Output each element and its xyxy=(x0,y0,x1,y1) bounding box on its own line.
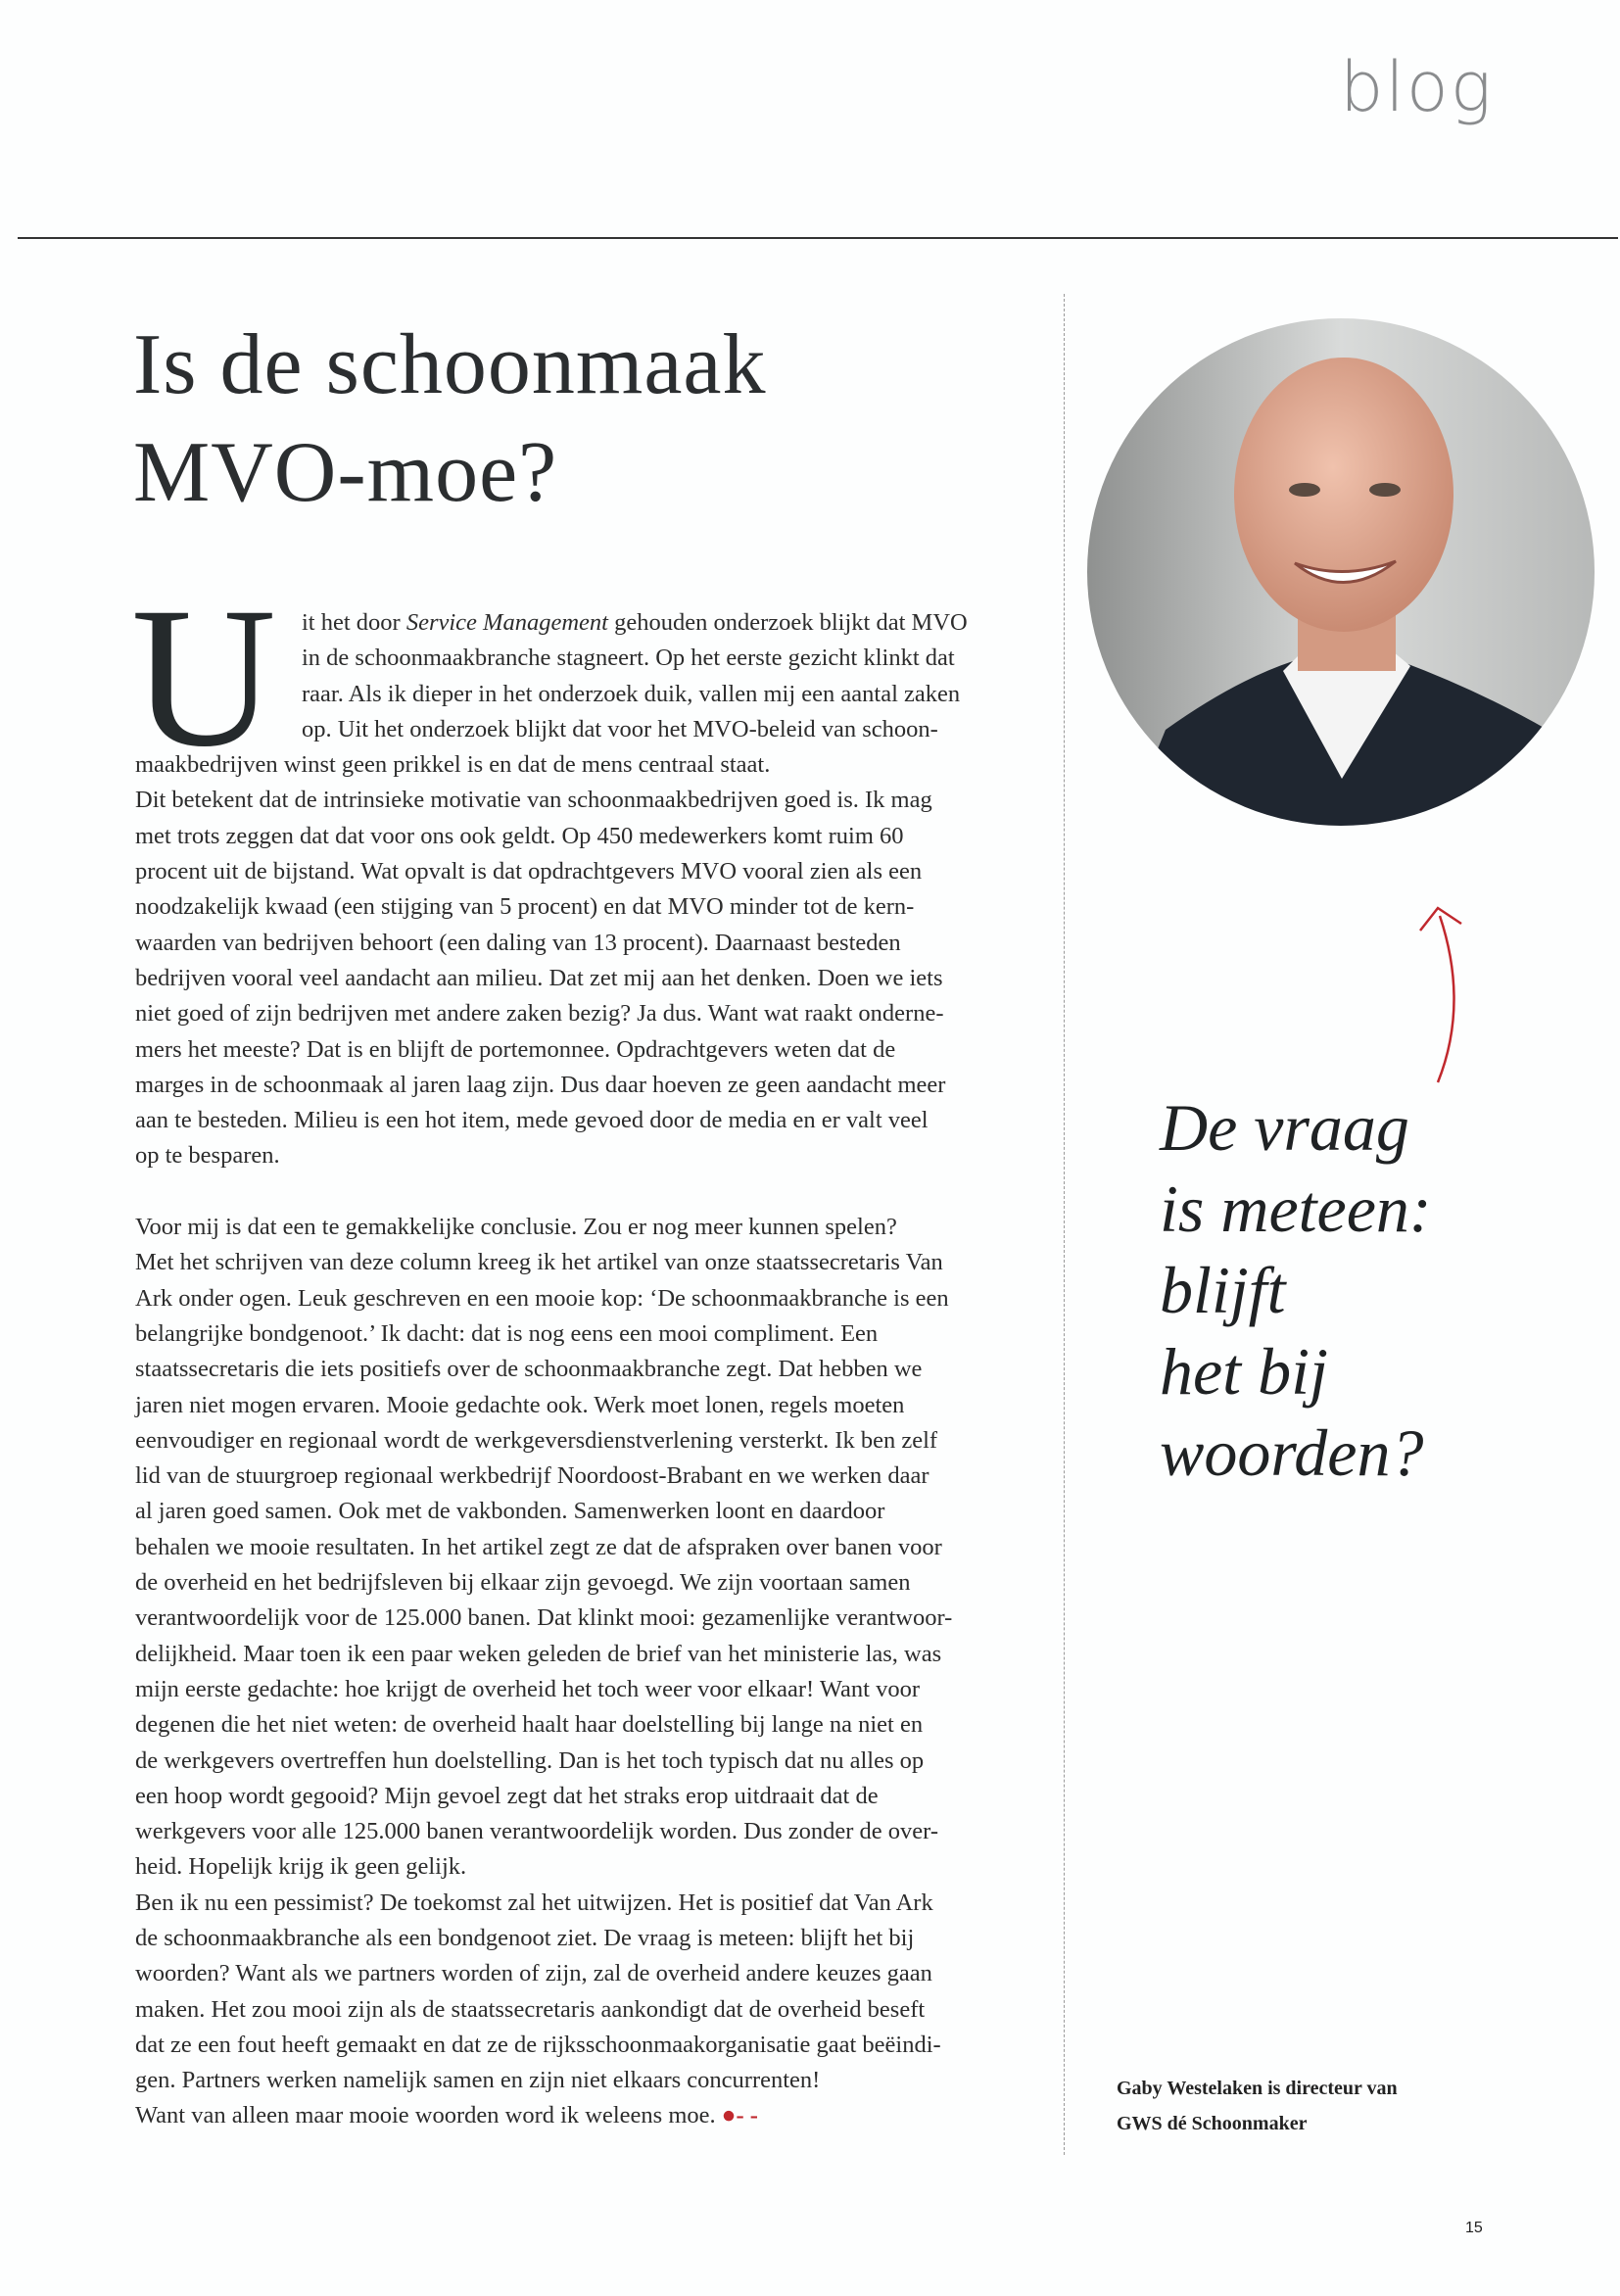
quote-line: woorden? xyxy=(1160,1415,1424,1490)
body-line: een hoop wordt gegooid? Mijn gevoel zegt dat het straks erop uitdraait dat de xyxy=(135,1782,879,1809)
arrow-icon xyxy=(1401,896,1479,1092)
body-line: verantwoordelijk voor de 125.000 banen. Dat klinkt mooi: gezamenlijke verantwoor- xyxy=(135,1604,953,1632)
body-line: waarden van bedrijven behoort (een daling van 13 procent). Daarnaast besteden xyxy=(135,929,901,956)
body-line xyxy=(135,2098,968,2133)
section-label: blog xyxy=(1340,47,1494,127)
body-line: staatssecretaris die iets positiefs over de schoonmaakbranche zegt. Dat hebben we xyxy=(135,1356,923,1383)
paragraph-2 xyxy=(135,1210,968,2098)
body-line: al jaren goed samen. Ook met de vakbonden. Samenwerken loont en daardoor xyxy=(135,1498,885,1525)
closing-line: Want van alleen maar mooie woorden word ik weleens moe. xyxy=(135,2102,716,2129)
body-line: Met het schrijven van deze column kreeg ik het artikel van onze staatssecretaris Van xyxy=(135,1249,943,1276)
body-line: op. Uit het onderzoek blijkt dat voor het MVO-beleid van schoon- xyxy=(302,715,938,742)
body-line: mijn eerste gedachte: hoe krijgt de overheid het toch weer voor elkaar! Want voor xyxy=(135,1675,920,1702)
text: it het door xyxy=(302,609,406,636)
end-mark-icon: ●- - xyxy=(721,2102,758,2129)
body-line: delijkheid. Maar toen ik een paar weken geleden de brief van het ministerie las, was xyxy=(135,1640,942,1667)
quote-line: blijft xyxy=(1160,1253,1286,1327)
paragraph-1 xyxy=(135,641,968,1173)
body-line xyxy=(135,605,968,641)
body-line: Dit betekent dat de intrinsieke motivatie van schoonmaakbedrijven goed is. Ik mag xyxy=(135,787,932,814)
drop-cap: U xyxy=(131,566,277,789)
body-line: in de schoonmaakbranche stagneert. Op het eerste gezicht klinkt dat xyxy=(302,645,955,672)
body-line: de schoonmaakbranche als een bondgenoot ziet. De vraag is meteen: blijft het bij xyxy=(135,1924,915,1951)
body-line: degenen die het niet weten: de overheid haalt haar doelstelling bij lange na niet en xyxy=(135,1711,924,1739)
text: gehouden onderzoek blijkt dat MVO xyxy=(607,609,968,636)
body-line: raar. Als ik dieper in het onderzoek duik, vallen mij een aantal zaken xyxy=(302,680,961,707)
caption-line: Gaby Westelaken is directeur van xyxy=(1117,2078,1398,2099)
body-line: dat ze een fout heeft gemaakt en dat ze de rijksschoonmaakorganisatie gaat beëindi- xyxy=(135,2031,941,2058)
body-line: jaren niet mogen ervaren. Mooie gedachte ook. Werk moet lonen, regels moeten xyxy=(135,1391,905,1418)
body-line: aan te besteden. Milieu is een hot item, mede gevoed door de media en er valt veel xyxy=(135,1107,929,1134)
article-title xyxy=(133,311,766,527)
quote-line: De vraag xyxy=(1160,1090,1409,1165)
body-line: eenvoudiger en regionaal wordt de werkgeversdienstverlening versterkt. Ik ben zelf xyxy=(135,1426,938,1454)
body-line: belangrijke bondgenoot.’ Ik dacht: dat is nog eens een mooi compliment. Een xyxy=(135,1319,879,1347)
body-line: werkgevers voor alle 125.000 banen verantwoordelijk worden. Dus zonder de over- xyxy=(135,1818,938,1845)
body-line: maken. Het zou mooi zijn als de staatssecretaris aankondigt dat de overheid beseft xyxy=(135,1995,926,2023)
body-line: marges in de schoonmaak al jaren laag zijn. Dus daar hoeven ze geen aandacht meer xyxy=(135,1071,946,1098)
pull-quote xyxy=(1160,1087,1432,1494)
body-line: behalen we mooie resultaten. In het artikel zegt ze dat de afspraken over banen voor xyxy=(135,1533,942,1560)
body-line: de overheid en het bedrijfsleven bij elkaar zijn gevoegd. We zijn voortaan samen xyxy=(135,1569,911,1597)
body-line: Ark onder ogen. Leuk geschreven en een mooie kop: ‘De schoonmaakbranche is een xyxy=(135,1284,949,1312)
body-line: Ben ik nu een pessimist? De toekomst zal het uitwijzen. Het is positief dat Van Ark xyxy=(135,1889,933,1916)
quote-line: is meteen: xyxy=(1160,1172,1432,1246)
publication-name: Service Management xyxy=(405,609,608,636)
title-line: Is de schoonmaak xyxy=(133,317,767,412)
quote-line: het bij xyxy=(1160,1334,1328,1409)
body-line: niet goed of zijn bedrijven met andere zaken bezig? Ja dus. Want wat raakt onderne- xyxy=(135,1000,944,1028)
body-line: met trots zeggen dat dat voor ons ook geldt. Op 450 medewerkers komt ruim 60 xyxy=(135,822,904,849)
body-line: mers het meeste? Dat is en blijft de portemonnee. Opdrachtgevers weten dat de xyxy=(135,1035,896,1063)
page-number: 15 xyxy=(1465,2220,1483,2236)
body-line: noodzakelijk kwaad (een stijging van 5 procent) en dat MVO minder tot de kern- xyxy=(135,893,915,921)
author-photo xyxy=(1087,318,1595,826)
title-line: MVO-moe? xyxy=(133,425,558,520)
header-divider xyxy=(18,237,1618,239)
body-line: woorden? Want als we partners worden of zijn, zal de overheid andere keuzes gaan xyxy=(135,1960,932,1987)
caption-line: GWS dé Schoonmaker xyxy=(1117,2113,1308,2134)
article-body xyxy=(135,605,968,2134)
body-line: bedrijven vooral veel aandacht aan milieu. Dat zet mij aan het denken. Doen we iets xyxy=(135,964,943,991)
body-line: Voor mij is dat een te gemakkelijke conclusie. Zou er nog meer kunnen spelen? xyxy=(135,1214,897,1241)
body-line: op te besparen. xyxy=(135,1142,280,1170)
author-caption xyxy=(1117,2071,1398,2141)
body-line: gen. Partners werken namelijk samen en zijn niet elkaars concurrenten! xyxy=(135,2067,821,2094)
body-line: maakbedrijven winst geen prikkel is en dat de mens centraal staat. xyxy=(135,751,771,779)
body-line: lid van de stuurgroep regionaal werkbedrijf Noordoost-Brabant en we werken daar xyxy=(135,1462,929,1490)
body-line: de werkgevers overtreffen hun doelstelling. Dan is het toch typisch dat nu alles op xyxy=(135,1746,925,1774)
body-line: procent uit de bijstand. Wat opvalt is dat opdrachtgevers MVO vooral zien als een xyxy=(135,858,923,885)
column-divider xyxy=(1064,294,1065,2155)
body-line: heid. Hopelijk krijg ik geen gelijk. xyxy=(135,1853,467,1881)
